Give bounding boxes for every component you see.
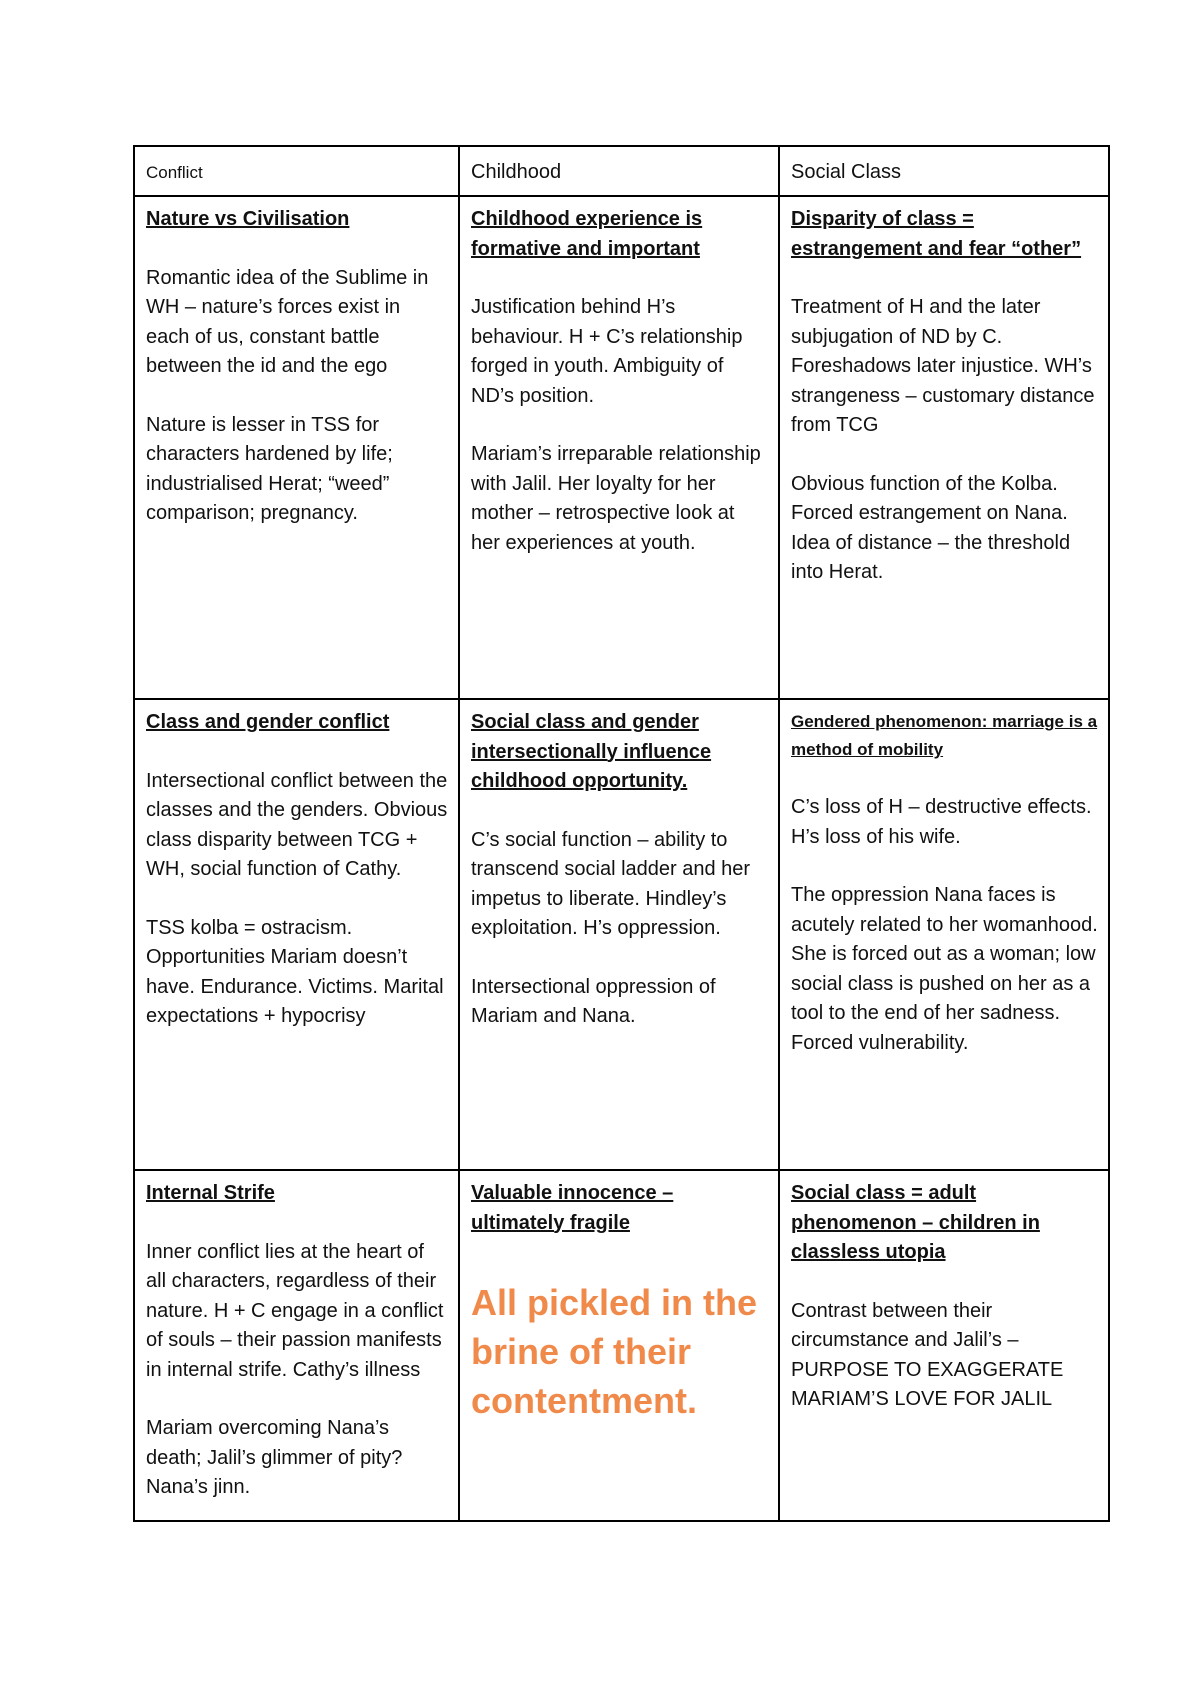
cell-paragraph: Intersectional oppression of Mariam and Nana. (471, 975, 716, 1027)
cell-paragraph: TSS kolba = ostracism. Opportunities Mariam doesn’t have. Endurance. Victims. Marital expectations + hypocrisy (146, 916, 444, 1027)
cell-paragraph: Contrast between their circumstance and Jalil’s – PURPOSE TO EXAGGERATE MARIAM’S LOVE FOR JALIL (791, 1299, 1064, 1410)
table-cell (134, 699, 459, 1170)
cell-heading: Class and gender conflict (146, 711, 390, 733)
table-cell (459, 1170, 779, 1521)
notes-table (133, 145, 1110, 1522)
table-cell (779, 1170, 1109, 1521)
cell-paragraph: Romantic idea of the Sublime in WH – nature’s forces exist in each of us, constant battle between the id and the ego (146, 266, 429, 377)
table-cell (459, 699, 779, 1170)
cell-paragraph: Mariam’s irreparable relationship with Jalil. Her loyalty for her mother – retrospective look at her experiences at youth. (471, 443, 761, 554)
cell-paragraph: C’s loss of H – destructive effects. H’s loss of his wife. (791, 796, 1092, 848)
header-cell-conflict (134, 146, 459, 196)
cell-heading: Social class = adult phenomenon – children in classless utopia (791, 1182, 1040, 1263)
cell-paragraph: The oppression Nana faces is acutely related to her womanhood. She is forced out as a woman; low social class is pushed on her as a tool to the end of her sadness. Forced vulnerability. (791, 884, 1098, 1054)
cell-heading: Social class and gender intersectionally influence childhood opportunity. (471, 711, 712, 792)
header-label: Childhood (471, 161, 562, 183)
table-cell (134, 1170, 459, 1521)
cell-paragraph: Intersectional conflict between the classes and the genders. Obvious class disparity between TCG + WH, social function of Cathy. (146, 769, 448, 880)
cell-heading: Disparity of class = estrangement and fear “other” (791, 208, 1082, 260)
cell-paragraph: Obvious function of the Kolba. Forced estrangement on Nana. Idea of distance – the threshold into Herat. (791, 472, 1071, 583)
cell-heading: Valuable innocence – ultimately fragile (471, 1182, 674, 1234)
header-row (134, 146, 1109, 196)
table-cell (459, 196, 779, 699)
header-label: Social Class (791, 161, 902, 183)
header-label: Conflict (146, 163, 203, 182)
cell-heading: Internal Strife (146, 1182, 275, 1204)
highlighted-quote: All pickled in the brine of their contentment. (471, 1282, 758, 1421)
cell-paragraph: Justification behind H’s behaviour. H + C’s relationship forged in youth. Ambiguity of ND’s position. (471, 296, 743, 407)
header-cell-social-class (779, 146, 1109, 196)
table-row (134, 1170, 1109, 1521)
header-cell-childhood (459, 146, 779, 196)
cell-paragraph: Treatment of H and the later subjugation of ND by C. Foreshadows later injustice. WH’s strangeness – customary distance from TCG (791, 296, 1095, 436)
table-row (134, 699, 1109, 1170)
cell-paragraph: Nature is lesser in TSS for characters hardened by life; industrialised Herat; “weed” comparison; pregnancy. (146, 413, 393, 524)
table-cell (134, 196, 459, 699)
cell-paragraph: Inner conflict lies at the heart of all characters, regardless of their nature. H + C engage in a conflict of souls – their passion manifests in internal strife. Cathy’s illness (146, 1240, 444, 1381)
cell-heading: Childhood experience is formative and important (471, 208, 703, 260)
table-cell (779, 196, 1109, 699)
table-cell (779, 699, 1109, 1170)
cell-heading: Gendered phenomenon: marriage is a method of mobility (791, 712, 1098, 759)
cell-heading: Nature vs Civilisation (146, 208, 350, 230)
table-row (134, 196, 1109, 699)
cell-paragraph: C’s social function – ability to transcend social ladder and her impetus to liberate. Hindley’s exploitation. H’s oppression. (471, 828, 751, 939)
cell-paragraph: Mariam overcoming Nana’s death; Jalil’s glimmer of pity? Nana’s jinn. (146, 1417, 403, 1498)
